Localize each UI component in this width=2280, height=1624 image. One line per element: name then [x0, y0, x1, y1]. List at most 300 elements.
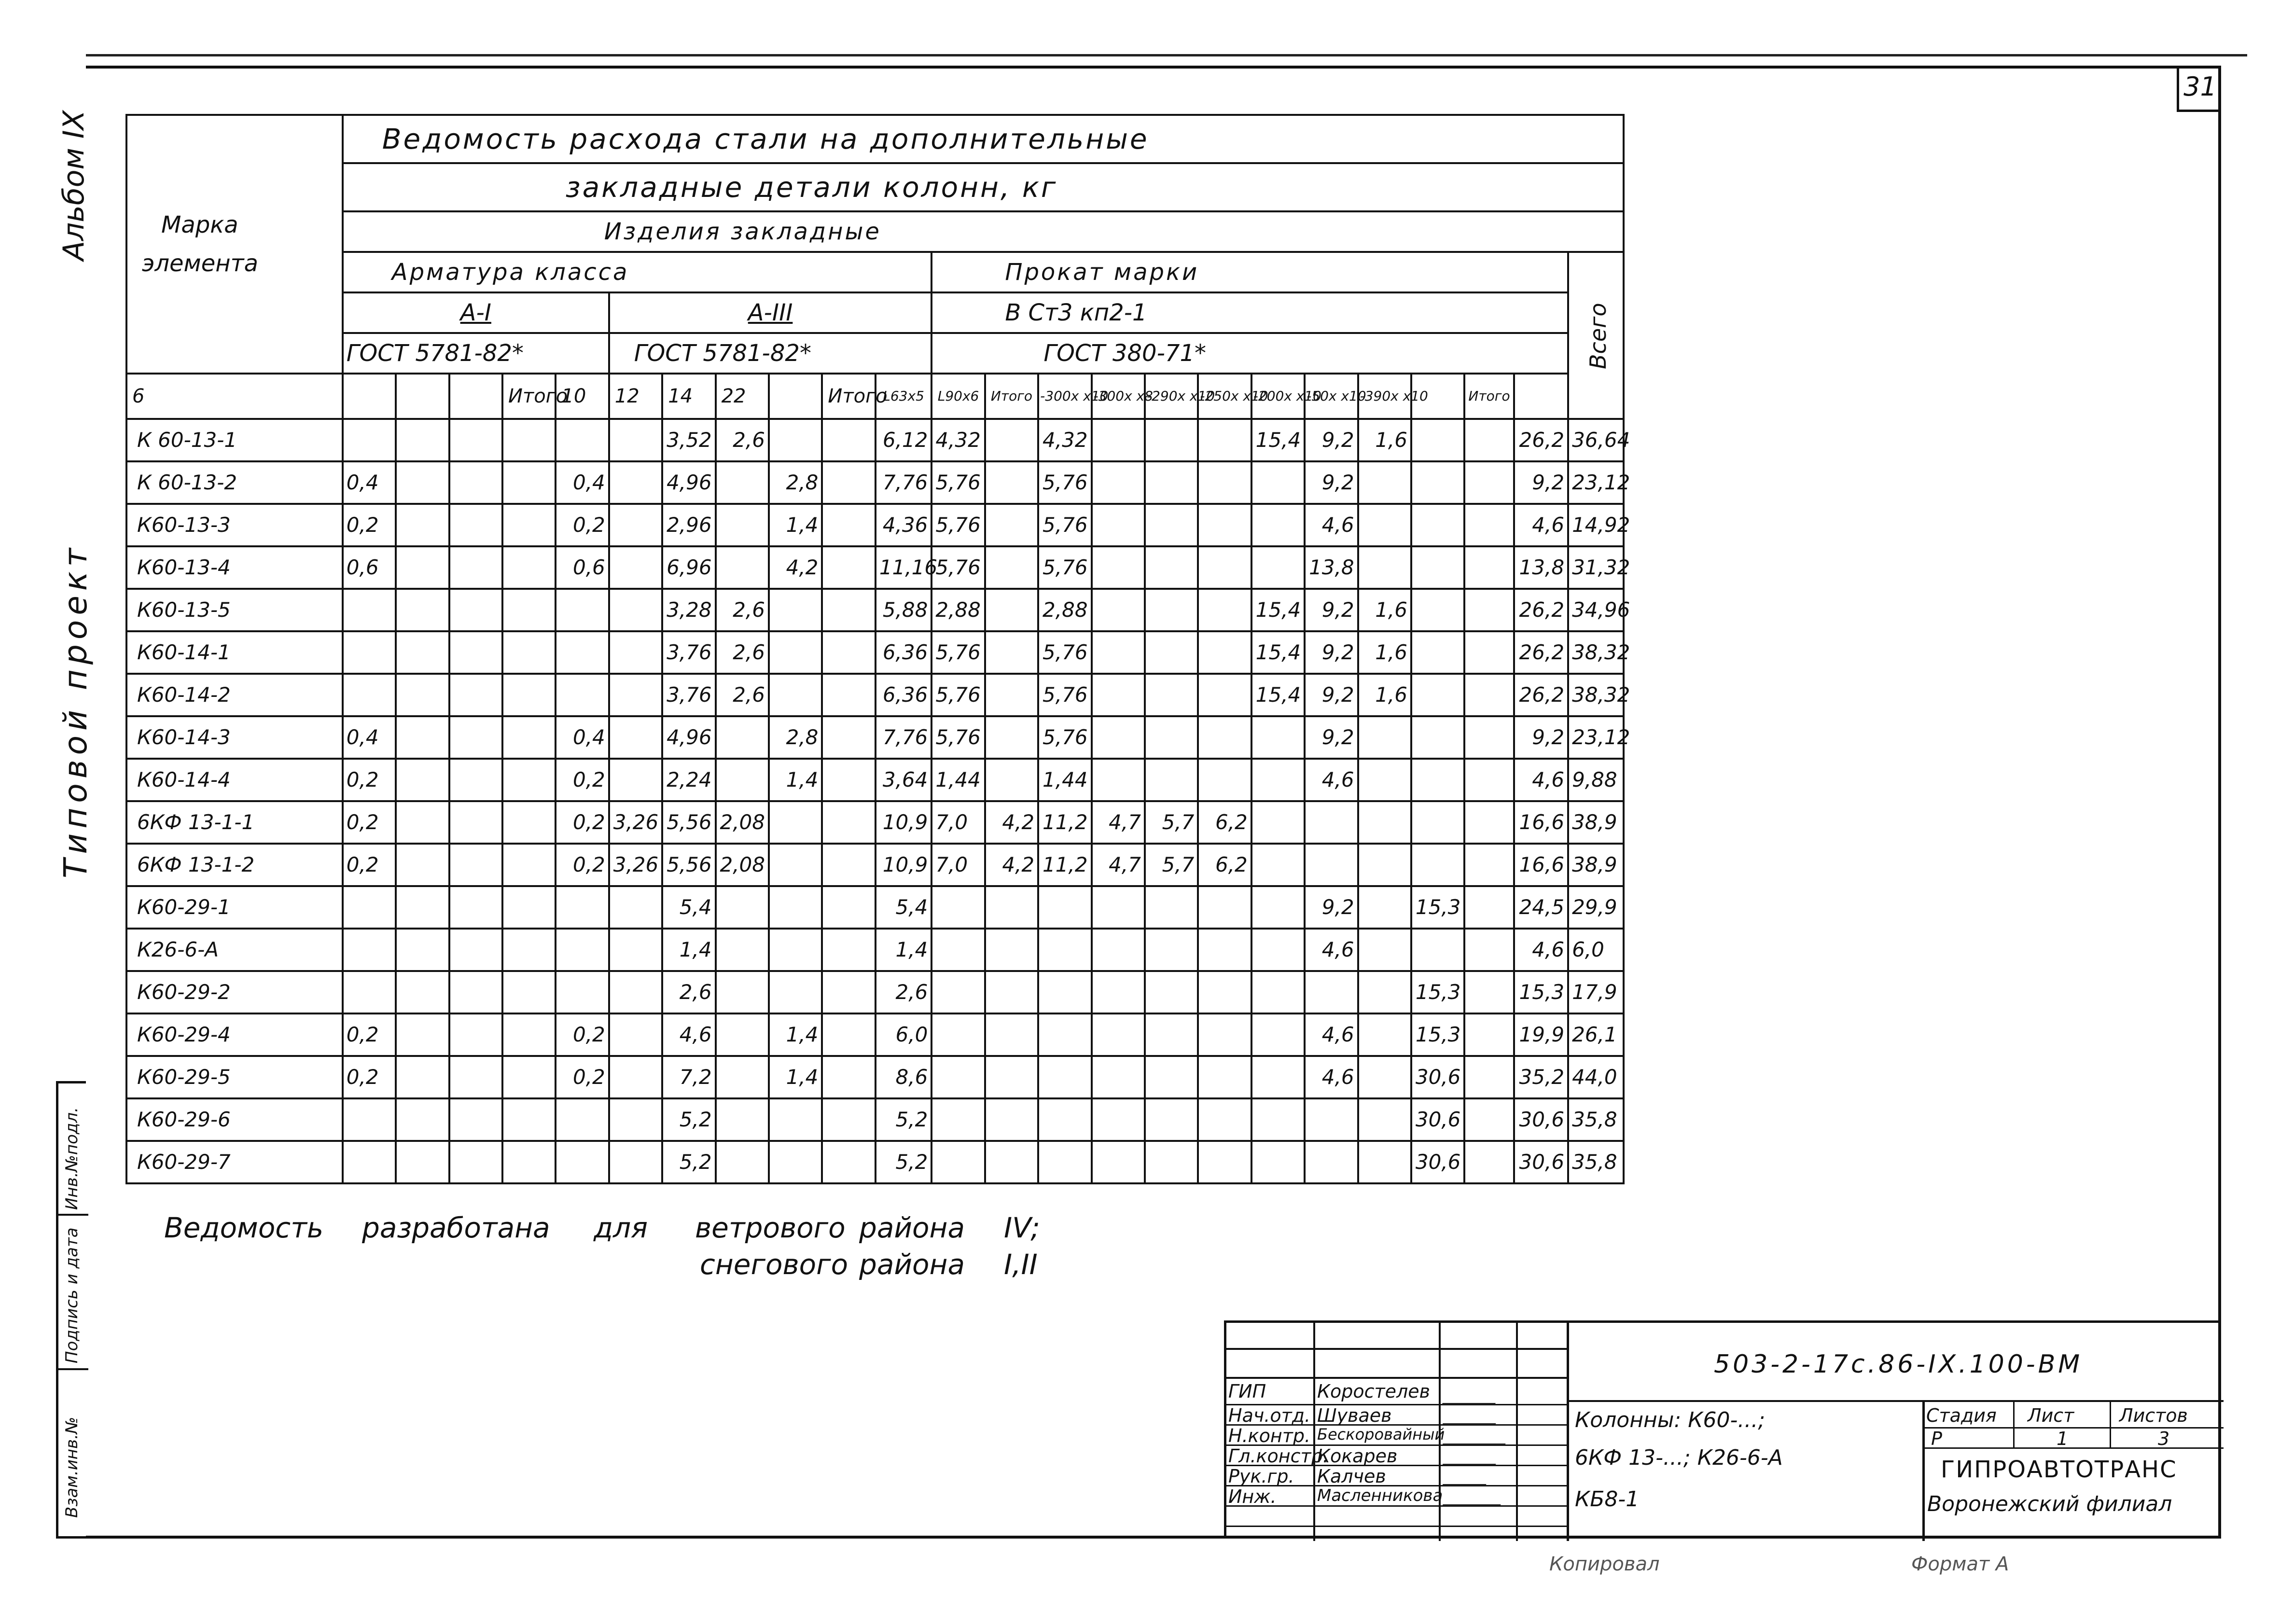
row-value — [769, 674, 822, 716]
row-mark: К60-14-4 — [126, 759, 343, 801]
row-value: 1,6 — [1358, 674, 1411, 716]
row-value — [985, 759, 1038, 801]
name-3: Бескоровайный — [1317, 1425, 1445, 1444]
row-value — [396, 844, 449, 886]
row-value — [556, 674, 609, 716]
row-value: 19,9 — [1514, 1013, 1568, 1056]
row-value: 5,2 — [662, 1098, 715, 1141]
mark-header — [126, 115, 343, 374]
row-value — [502, 971, 556, 1013]
row-mark: К60-14-2 — [126, 674, 343, 716]
row-value — [396, 461, 449, 504]
row-value — [822, 759, 875, 801]
row-value — [1092, 419, 1145, 461]
row-value — [1358, 546, 1411, 589]
row-value — [1092, 971, 1145, 1013]
row-value — [1464, 1013, 1514, 1056]
row-value: 2,96 — [662, 504, 715, 546]
row-value — [1038, 1098, 1091, 1141]
table-row — [126, 716, 1624, 759]
row-value — [822, 631, 875, 674]
row-value: 11,2 — [1038, 801, 1091, 844]
row-value: 7,2 — [662, 1056, 715, 1098]
row-value — [396, 801, 449, 844]
row-value — [609, 461, 662, 504]
row-value — [1464, 674, 1514, 716]
row-value: 4,2 — [769, 546, 822, 589]
mark-header-line1: Марка — [161, 211, 238, 238]
sheet-label: Лист — [2028, 1405, 2074, 1426]
row-value — [449, 801, 502, 844]
row-value — [1411, 759, 1464, 801]
row-value: 4,6 — [662, 1013, 715, 1056]
row-value: 5,76 — [931, 461, 985, 504]
gost-a1: ГОСТ 5781-82* — [343, 333, 609, 374]
row-value — [1145, 419, 1198, 461]
row-value — [931, 1098, 985, 1141]
row-value: 10,9 — [876, 844, 932, 886]
row-value — [1038, 1056, 1091, 1098]
row-value: 5,76 — [1038, 504, 1091, 546]
row-mark: К60-29-7 — [126, 1141, 343, 1183]
row-value — [822, 504, 875, 546]
row-value — [1251, 844, 1305, 886]
subheader-cell: L90x6 — [931, 374, 985, 419]
row-value — [716, 504, 769, 546]
row-value — [769, 589, 822, 631]
row-mark: 6КФ 13-1-1 — [126, 801, 343, 844]
row-value: 5,4 — [662, 886, 715, 929]
row-total: 14,92 — [1568, 504, 1624, 546]
row-value — [769, 971, 822, 1013]
row-value — [502, 419, 556, 461]
row-value — [1092, 504, 1145, 546]
row-mark: К26-6-А — [126, 929, 343, 971]
row-value — [1251, 1141, 1305, 1183]
row-value — [1411, 844, 1464, 886]
row-value — [449, 1098, 502, 1141]
row-value — [716, 461, 769, 504]
row-value — [609, 759, 662, 801]
row-value: 0,2 — [556, 1013, 609, 1056]
table-title-line2: закладные детали колонн, кг — [343, 163, 1624, 211]
row-value — [1145, 1013, 1198, 1056]
row-value — [1305, 1098, 1358, 1141]
row-value — [449, 674, 502, 716]
row-total: 38,9 — [1568, 844, 1624, 886]
org-name: ГИПРОАВТОТРАНС — [1941, 1456, 2177, 1483]
row-value — [449, 631, 502, 674]
row-value — [343, 631, 396, 674]
row-value — [1464, 1056, 1514, 1098]
row-value: 5,2 — [876, 1098, 932, 1141]
row-value — [716, 1141, 769, 1183]
row-value: 11,16 — [876, 546, 932, 589]
row-value — [609, 631, 662, 674]
row-value — [1251, 461, 1305, 504]
strip-separator — [58, 1214, 88, 1216]
row-value: 0,2 — [556, 504, 609, 546]
row-value: 9,2 — [1305, 461, 1358, 504]
row-value: 30,6 — [1411, 1098, 1464, 1141]
name-4: Кокарев — [1317, 1445, 1398, 1467]
table-row — [126, 1013, 1624, 1056]
table-row — [126, 546, 1624, 589]
row-value — [1358, 929, 1411, 971]
note-w7: снегового — [700, 1248, 848, 1281]
row-value: 0,2 — [343, 759, 396, 801]
row-value: 0,4 — [556, 461, 609, 504]
row-value — [396, 1013, 449, 1056]
row-value — [1145, 504, 1198, 546]
row-value: 9,2 — [1305, 631, 1358, 674]
mark-header-line2: элемента — [142, 250, 259, 277]
row-value — [1145, 759, 1198, 801]
table-row — [126, 1056, 1624, 1098]
row-value — [609, 674, 662, 716]
row-value — [1145, 971, 1198, 1013]
row-value — [502, 631, 556, 674]
row-value: 3,26 — [609, 844, 662, 886]
row-value — [502, 929, 556, 971]
row-value — [1464, 759, 1514, 801]
role-chief: Гл.констр. — [1228, 1445, 1329, 1467]
row-value — [502, 759, 556, 801]
note — [164, 1211, 1040, 1281]
row-value — [1305, 801, 1358, 844]
row-value: 5,56 — [662, 801, 715, 844]
row-value — [1198, 504, 1251, 546]
strip-sign-label: Подпись и дата — [62, 1227, 82, 1363]
row-value: 5,76 — [1038, 716, 1091, 759]
row-value: 0,2 — [556, 1056, 609, 1098]
row-value — [556, 929, 609, 971]
row-value: 0,6 — [343, 546, 396, 589]
row-value — [1464, 631, 1514, 674]
table-title-line1: Ведомость расхода стали на дополнительные — [343, 115, 1624, 163]
row-value — [1251, 929, 1305, 971]
row-value: 3,76 — [662, 674, 715, 716]
role-head: Нач.отд. — [1228, 1405, 1311, 1426]
row-value — [556, 1098, 609, 1141]
row-value: 15,4 — [1251, 674, 1305, 716]
row-value — [343, 589, 396, 631]
row-value — [1251, 504, 1305, 546]
row-value — [1092, 1056, 1145, 1098]
row-value — [985, 419, 1038, 461]
row-value — [1092, 1098, 1145, 1141]
table-row — [126, 844, 1624, 886]
row-value — [1305, 844, 1358, 886]
row-value: 9,2 — [1514, 461, 1568, 504]
row-value — [822, 1098, 875, 1141]
row-value — [931, 971, 985, 1013]
row-mark: К 60-13-1 — [126, 419, 343, 461]
row-value: 35,2 — [1514, 1056, 1568, 1098]
row-value — [609, 504, 662, 546]
row-value: 13,8 — [1514, 546, 1568, 589]
subheader-cell: L63x5 — [876, 374, 932, 419]
row-mark: К60-29-4 — [126, 1013, 343, 1056]
row-value: 5,4 — [876, 886, 932, 929]
row-value: 2,88 — [1038, 589, 1091, 631]
row-value — [1251, 801, 1305, 844]
row-value — [502, 801, 556, 844]
row-value: 15,3 — [1514, 971, 1568, 1013]
row-value — [556, 886, 609, 929]
strip-inv-label: Инв.№подл. — [62, 1107, 82, 1210]
row-mark: К60-29-5 — [126, 1056, 343, 1098]
row-value — [716, 1098, 769, 1141]
row-value — [931, 1013, 985, 1056]
row-value — [609, 1141, 662, 1183]
row-value — [1038, 886, 1091, 929]
row-total: 31,32 — [1568, 546, 1624, 589]
row-value — [1038, 929, 1091, 971]
row-total: 44,0 — [1568, 1056, 1624, 1098]
row-value: 4,6 — [1514, 929, 1568, 971]
row-value — [1251, 886, 1305, 929]
row-mark: К60-29-1 — [126, 886, 343, 929]
row-value: 5,76 — [931, 631, 985, 674]
row-value: 3,64 — [876, 759, 932, 801]
row-value: 1,4 — [769, 1013, 822, 1056]
row-value — [449, 419, 502, 461]
row-value: 7,76 — [876, 461, 932, 504]
note-w9: I,II — [1004, 1248, 1038, 1281]
row-value — [716, 759, 769, 801]
stage-value: Р — [1931, 1428, 1942, 1449]
row-value — [1464, 929, 1514, 971]
row-value — [1198, 419, 1251, 461]
row-value — [1038, 1013, 1091, 1056]
subheader-cell: -390x x10 — [1358, 374, 1411, 419]
row-value: 3,28 — [662, 589, 715, 631]
row-value — [1411, 716, 1464, 759]
row-value: 6,0 — [876, 1013, 932, 1056]
signature-5 — [1442, 1473, 1490, 1485]
gost-a3: ГОСТ 5781-82* — [609, 333, 932, 374]
row-value — [716, 546, 769, 589]
sheet-value: 1 — [2057, 1428, 2069, 1449]
row-value — [1145, 716, 1198, 759]
row-value: 1,6 — [1358, 631, 1411, 674]
row-value — [343, 1098, 396, 1141]
name-2: Шуваев — [1317, 1405, 1392, 1426]
row-value — [1411, 801, 1464, 844]
row-value: 15,4 — [1251, 631, 1305, 674]
row-value — [1411, 504, 1464, 546]
row-value: 0,2 — [556, 801, 609, 844]
row-value: 9,2 — [1305, 589, 1358, 631]
row-value — [822, 844, 875, 886]
subheader-cell: Итого — [985, 374, 1038, 419]
row-value — [449, 1056, 502, 1098]
row-value: 3,76 — [662, 631, 715, 674]
note-line2 — [700, 1248, 1040, 1281]
row-value: 4,6 — [1514, 504, 1568, 546]
row-value — [822, 589, 875, 631]
row-value — [1464, 971, 1514, 1013]
row-value: 4,6 — [1305, 1056, 1358, 1098]
row-total: 9,88 — [1568, 759, 1624, 801]
table-row — [126, 929, 1624, 971]
row-value — [1251, 971, 1305, 1013]
name-5: Калчев — [1317, 1466, 1386, 1487]
row-value — [396, 546, 449, 589]
rolled-header: Прокат марки — [931, 252, 1568, 292]
row-value — [1145, 929, 1198, 971]
row-value — [1358, 759, 1411, 801]
row-mark: К60-14-3 — [126, 716, 343, 759]
row-value: 0,2 — [556, 759, 609, 801]
row-value — [396, 759, 449, 801]
row-total: 38,32 — [1568, 631, 1624, 674]
row-value — [1198, 716, 1251, 759]
row-value — [502, 461, 556, 504]
row-value — [1358, 971, 1411, 1013]
reinforcement-header: Арматура класса — [343, 252, 932, 292]
row-value — [1464, 589, 1514, 631]
subheader-cell: Итого — [502, 374, 556, 419]
sheets-label: Листов — [2119, 1405, 2188, 1426]
subheader-cell: -300x x10 — [1038, 374, 1091, 419]
row-value: 16,6 — [1514, 844, 1568, 886]
row-value — [1092, 546, 1145, 589]
row-value — [985, 546, 1038, 589]
row-value — [769, 929, 822, 971]
row-value — [985, 589, 1038, 631]
row-value: 6,36 — [876, 674, 932, 716]
row-value: 11,2 — [1038, 844, 1091, 886]
row-value: 2,6 — [716, 674, 769, 716]
row-value: 7,76 — [876, 716, 932, 759]
row-value — [449, 589, 502, 631]
row-value — [556, 589, 609, 631]
row-value: 1,44 — [1038, 759, 1091, 801]
row-value — [1092, 716, 1145, 759]
row-value — [1092, 589, 1145, 631]
row-value: 16,6 — [1514, 801, 1568, 844]
row-total: 17,9 — [1568, 971, 1624, 1013]
row-value: 4,6 — [1305, 929, 1358, 971]
row-value — [985, 1056, 1038, 1098]
row-value — [985, 1013, 1038, 1056]
row-value — [396, 929, 449, 971]
row-value — [396, 504, 449, 546]
row-value: 4,32 — [931, 419, 985, 461]
row-value — [985, 716, 1038, 759]
row-value — [449, 929, 502, 971]
row-value — [1145, 674, 1198, 716]
table-row — [126, 886, 1624, 929]
row-value — [716, 1056, 769, 1098]
row-value — [343, 929, 396, 971]
row-value — [1305, 1141, 1358, 1183]
role-ncontrol: Н.контр. — [1228, 1425, 1311, 1446]
branch-name: Воронежский филиал — [1927, 1492, 2172, 1516]
table-row — [126, 504, 1624, 546]
row-value — [1145, 461, 1198, 504]
row-value: 9,2 — [1305, 716, 1358, 759]
row-value: 6,36 — [876, 631, 932, 674]
row-value — [769, 844, 822, 886]
row-total: 38,32 — [1568, 674, 1624, 716]
row-value: 0,6 — [556, 546, 609, 589]
row-mark: 6КФ 13-1-2 — [126, 844, 343, 886]
row-value — [1198, 1056, 1251, 1098]
table-row — [126, 971, 1624, 1013]
row-value — [1092, 929, 1145, 971]
row-value: 5,76 — [931, 546, 985, 589]
row-value — [1198, 674, 1251, 716]
table-row — [126, 589, 1624, 631]
row-value: 1,4 — [876, 929, 932, 971]
row-mark: К60-29-2 — [126, 971, 343, 1013]
row-mark: К60-13-3 — [126, 504, 343, 546]
steel-consumption-table — [125, 114, 1630, 1184]
row-value: 0,2 — [343, 1013, 396, 1056]
row-value: 4,6 — [1305, 504, 1358, 546]
total-header-cell — [1568, 252, 1624, 419]
row-value — [609, 1098, 662, 1141]
row-total: 23,12 — [1568, 461, 1624, 504]
table-body — [126, 419, 1630, 1183]
row-value: 5,7 — [1145, 801, 1198, 844]
copied-label: Копировал — [1549, 1553, 1660, 1575]
row-value — [1251, 1056, 1305, 1098]
note-w5: района — [859, 1211, 965, 1244]
row-value: 2,88 — [931, 589, 985, 631]
title-block — [1224, 1320, 2221, 1539]
row-value — [822, 1141, 875, 1183]
steel-grade: В Ст3 кп2-1 — [931, 292, 1568, 333]
row-value — [449, 759, 502, 801]
row-value — [502, 589, 556, 631]
row-total: 6,0 — [1568, 929, 1624, 971]
row-value: 5,76 — [1038, 631, 1091, 674]
subheader-cell: -290x x10 — [1145, 374, 1198, 419]
row-total: 35,8 — [1568, 1141, 1624, 1183]
row-value — [931, 1056, 985, 1098]
row-value — [1464, 546, 1514, 589]
row-value: 30,6 — [1411, 1056, 1464, 1098]
row-value: 5,76 — [1038, 546, 1091, 589]
name-6: Масленникова — [1317, 1486, 1443, 1505]
row-value — [1464, 419, 1514, 461]
class-a1: А-I — [343, 292, 609, 333]
row-value — [985, 1141, 1038, 1183]
row-value — [1092, 1013, 1145, 1056]
row-value — [1251, 1098, 1305, 1141]
row-value: 15,4 — [1251, 419, 1305, 461]
row-value — [985, 971, 1038, 1013]
row-value: 2,8 — [769, 461, 822, 504]
row-total: 36,64 — [1568, 419, 1624, 461]
diameter-subheader-row — [126, 374, 1624, 419]
row-value — [556, 1141, 609, 1183]
signature-6 — [1442, 1494, 1504, 1506]
row-value — [822, 1013, 875, 1056]
row-value: 15,3 — [1411, 1013, 1464, 1056]
row-value: 4,96 — [662, 461, 715, 504]
row-value: 15,4 — [1251, 589, 1305, 631]
table-row — [126, 759, 1624, 801]
row-value — [343, 886, 396, 929]
row-value — [985, 631, 1038, 674]
row-value: 9,2 — [1305, 674, 1358, 716]
row-value — [1198, 1141, 1251, 1183]
